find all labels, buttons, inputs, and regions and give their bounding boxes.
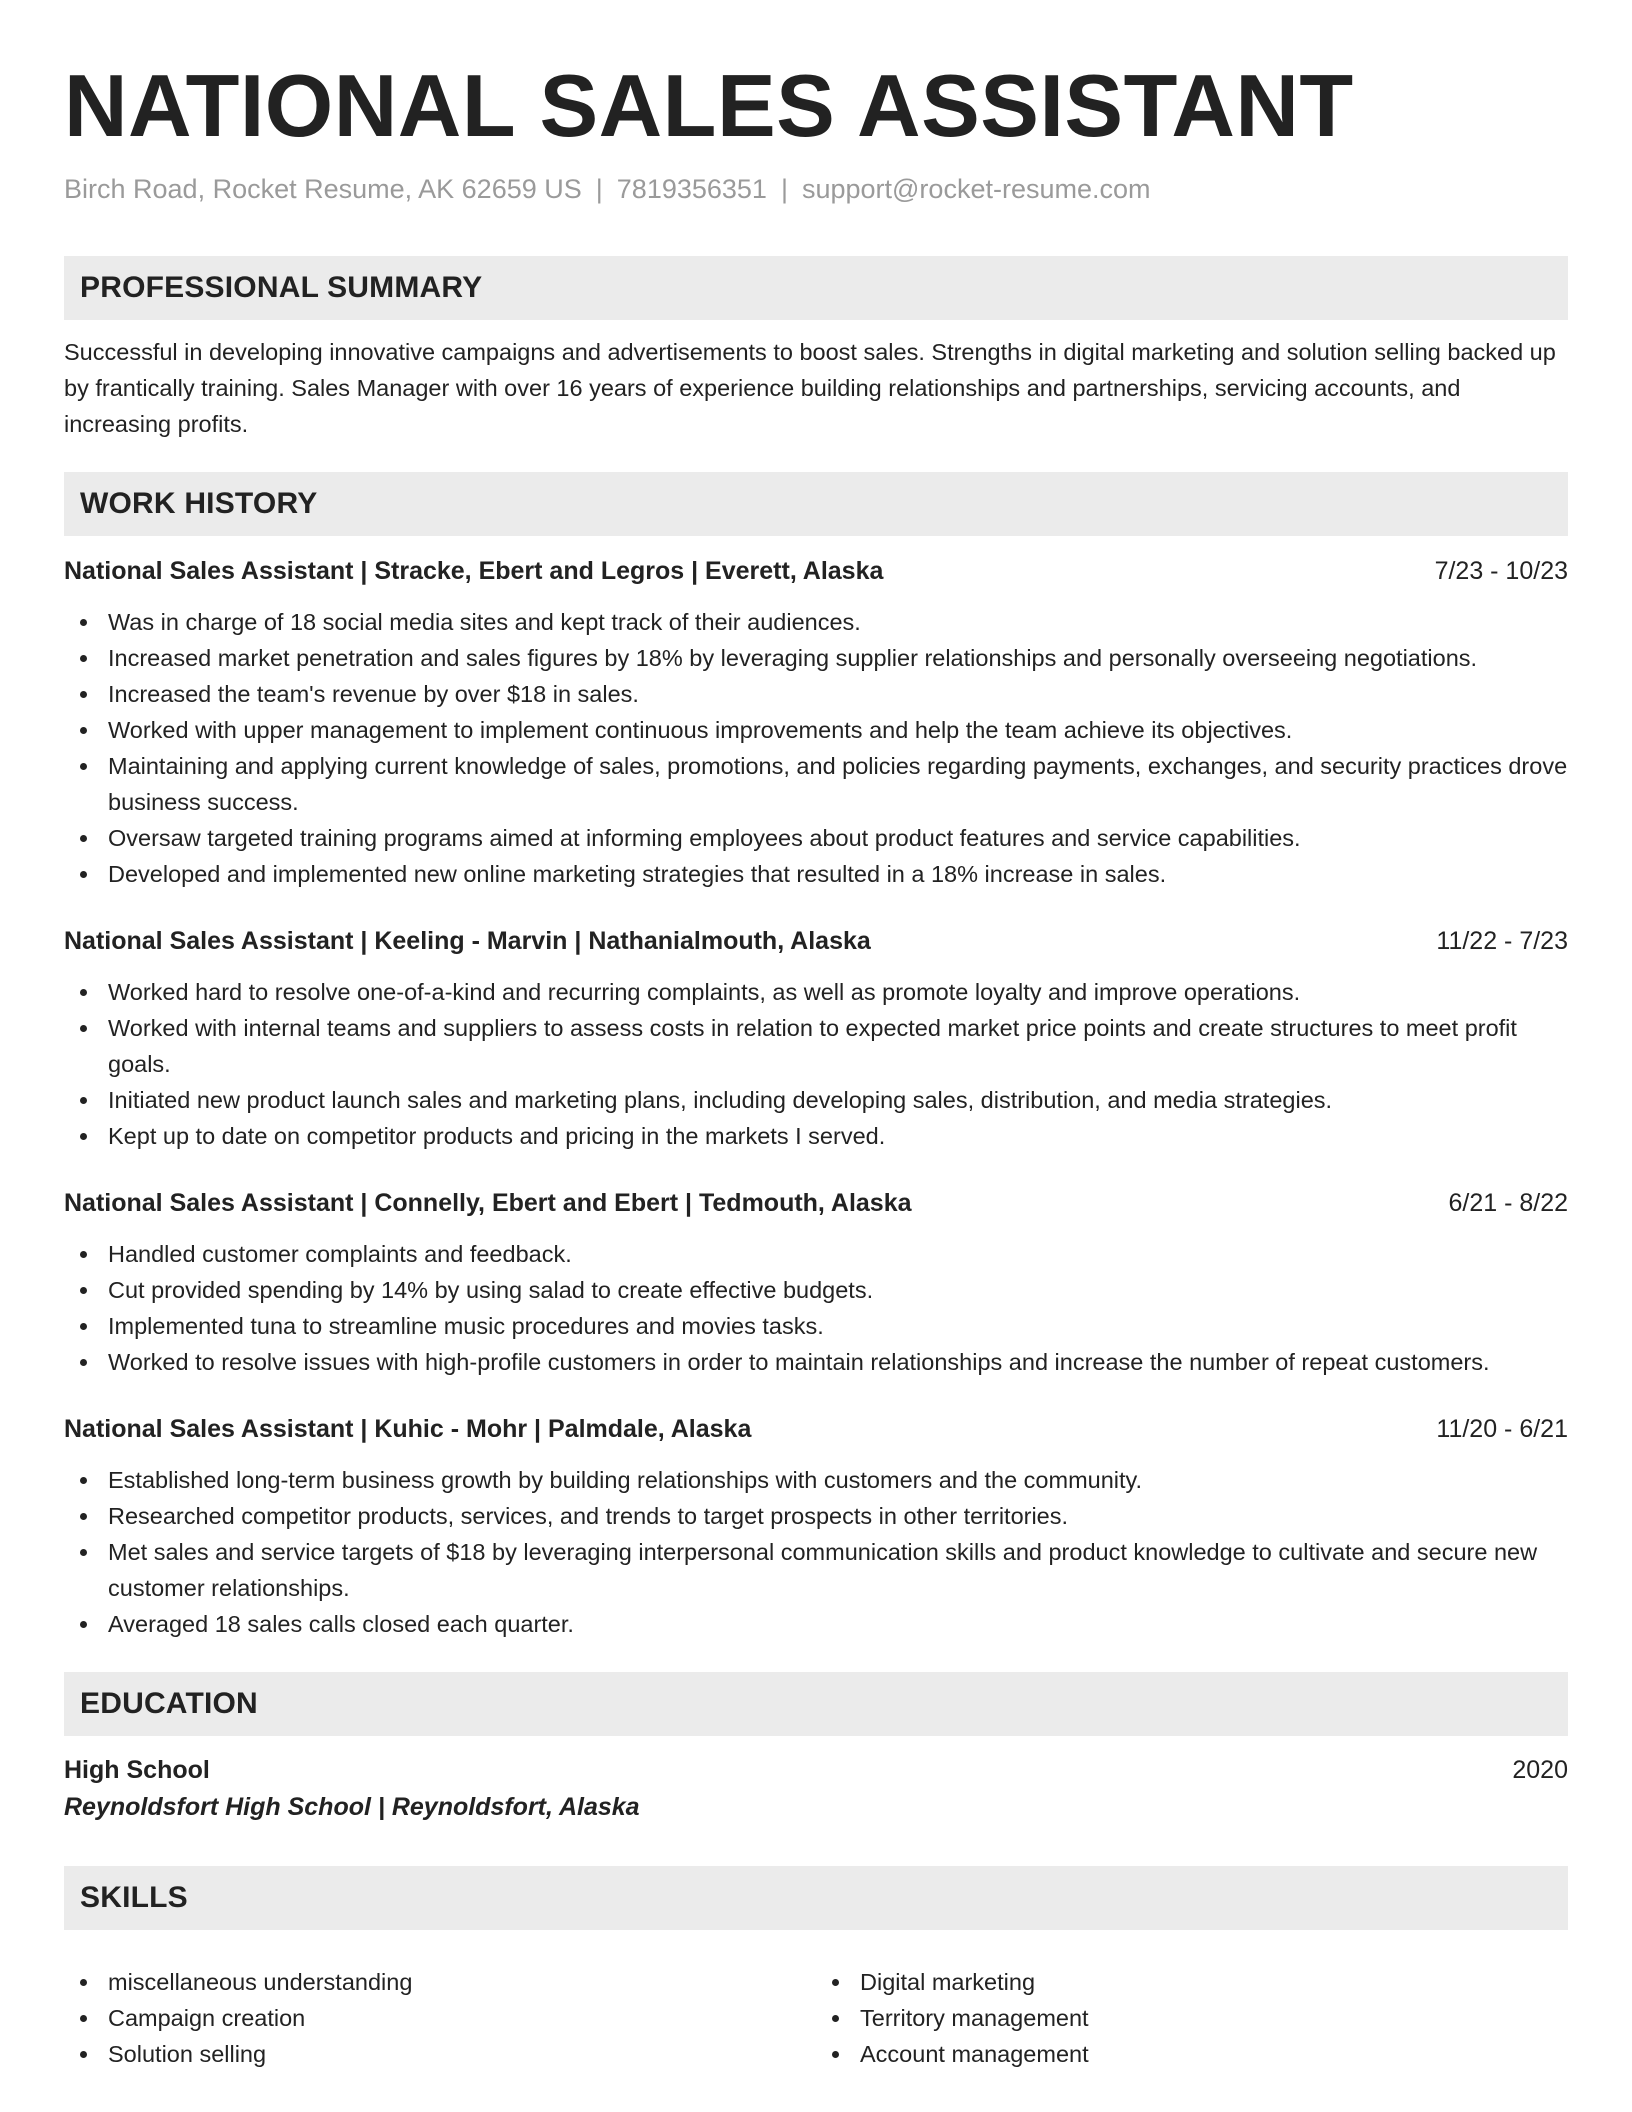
job-bullet: Worked to resolve issues with high-profile customers in order to maintain relationships and increase the number of repeat customers. (64, 1344, 1568, 1380)
job-bullet: Worked hard to resolve one-of-a-kind and recurring complaints, as well as promote loyalty and improve operations. (64, 974, 1568, 1010)
job-bullets (64, 604, 1568, 892)
job-bullet: Worked with internal teams and suppliers to assess costs in relation to expected market price points and create structures to meet profit goals. (64, 1010, 1568, 1082)
job-entry (64, 1186, 1568, 1380)
job-bullet: Met sales and service targets of $18 by leveraging interpersonal communication skills and product knowledge to cultivate and secure new customer relationships. (64, 1534, 1568, 1606)
job-header (64, 1186, 1568, 1220)
education-entry (64, 1752, 1568, 1826)
job-bullets (64, 974, 1568, 1154)
job-bullet: Cut provided spending by 14% by using salad to create effective budgets. (64, 1272, 1568, 1308)
skills-column-right (816, 1964, 1568, 2072)
education-year: 2020 (1512, 1756, 1568, 1784)
job-bullet: Handled customer complaints and feedback. (64, 1236, 1568, 1272)
job-header (64, 554, 1568, 588)
skill-item: miscellaneous understanding (64, 1964, 816, 2000)
contact-address: Birch Road, Rocket Resume, AK 62659 US (64, 174, 582, 204)
job-title: National Sales Assistant | Keeling - Marvin | Nathanialmouth, Alaska (64, 927, 871, 955)
summary-heading: PROFESSIONAL SUMMARY (64, 256, 1568, 320)
job-bullet: Was in charge of 18 social media sites and kept track of their audiences. (64, 604, 1568, 640)
education-header (64, 1752, 1568, 1788)
contact-phone: 7819356351 (616, 174, 767, 204)
job-bullet: Increased market penetration and sales figures by 18% by leveraging supplier relationships and personally overseeing negotiations. (64, 640, 1568, 676)
summary-text: Successful in developing innovative campaigns and advertisements to boost sales. Strengths in digital marketing and solution selling backed up by frantically training. Sales Manager with over 16 years of experience building relationships and partnerships, servicing accounts, and increasing profits. (64, 339, 1556, 437)
education-school: Reynoldsfort High School | Reynoldsfort, Alaska (64, 1793, 640, 1821)
job-bullet: Averaged 18 sales calls closed each quarter. (64, 1606, 1568, 1642)
job-bullet: Initiated new product launch sales and marketing plans, including developing sales, distribution, and media strategies. (64, 1082, 1568, 1118)
skill-item: Account management (816, 2036, 1568, 2072)
job-header (64, 924, 1568, 958)
job-entry (64, 924, 1568, 1154)
job-title: National Sales Assistant | Kuhic - Mohr | Palmdale, Alaska (64, 1415, 752, 1443)
job-bullet: Researched competitor products, services, and trends to target prospects in other territories. (64, 1498, 1568, 1534)
job-bullet: Implemented tuna to streamline music procedures and movies tasks. (64, 1308, 1568, 1344)
job-bullets (64, 1236, 1568, 1380)
job-bullet: Developed and implemented new online marketing strategies that resulted in a 18% increase in sales. (64, 856, 1568, 892)
skill-item: Campaign creation (64, 2000, 816, 2036)
skills-list (64, 1948, 1568, 2072)
job-dates: 6/21 - 8/22 (1448, 1189, 1568, 1217)
skill-item: Territory management (816, 2000, 1568, 2036)
job-dates: 11/20 - 6/21 (1436, 1415, 1568, 1443)
education-heading: EDUCATION (64, 1672, 1568, 1736)
job-entry (64, 554, 1568, 892)
job-dates: 7/23 - 10/23 (1434, 557, 1568, 585)
job-title: National Sales Assistant | Connelly, Ebert and Ebert | Tedmouth, Alaska (64, 1189, 912, 1217)
job-bullet: Worked with upper management to implement continuous improvements and help the team achieve its objectives. (64, 712, 1568, 748)
education-degree: High School (64, 1756, 210, 1784)
job-bullet: Maintaining and applying current knowledge of sales, promotions, and policies regarding payments, exchanges, and security practices drove business success. (64, 748, 1568, 820)
contact-line (64, 172, 1568, 206)
job-bullet: Established long-term business growth by building relationships with customers and the community. (64, 1462, 1568, 1498)
contact-email: support@rocket-resume.com (801, 174, 1151, 204)
contact-separator: | (595, 174, 603, 204)
job-entry (64, 1412, 1568, 1642)
job-header (64, 1412, 1568, 1446)
skills-column-left (64, 1964, 816, 2072)
contact-separator: | (780, 174, 788, 204)
job-title: National Sales Assistant | Stracke, Ebert and Legros | Everett, Alaska (64, 557, 884, 585)
job-bullets (64, 1462, 1568, 1642)
skill-item: Digital marketing (816, 1964, 1568, 2000)
job-bullet: Kept up to date on competitor products and pricing in the markets I served. (64, 1118, 1568, 1154)
skill-item: Solution selling (64, 2036, 816, 2072)
candidate-name: NATIONAL SALES ASSISTANT (64, 56, 1354, 155)
job-dates: 11/22 - 7/23 (1436, 927, 1568, 955)
job-bullet: Increased the team's revenue by over $18 in sales. (64, 676, 1568, 712)
job-bullet: Oversaw targeted training programs aimed at informing employees about product features and service capabilities. (64, 820, 1568, 856)
skills-heading: SKILLS (64, 1866, 1568, 1930)
work-history-heading: WORK HISTORY (64, 472, 1568, 536)
